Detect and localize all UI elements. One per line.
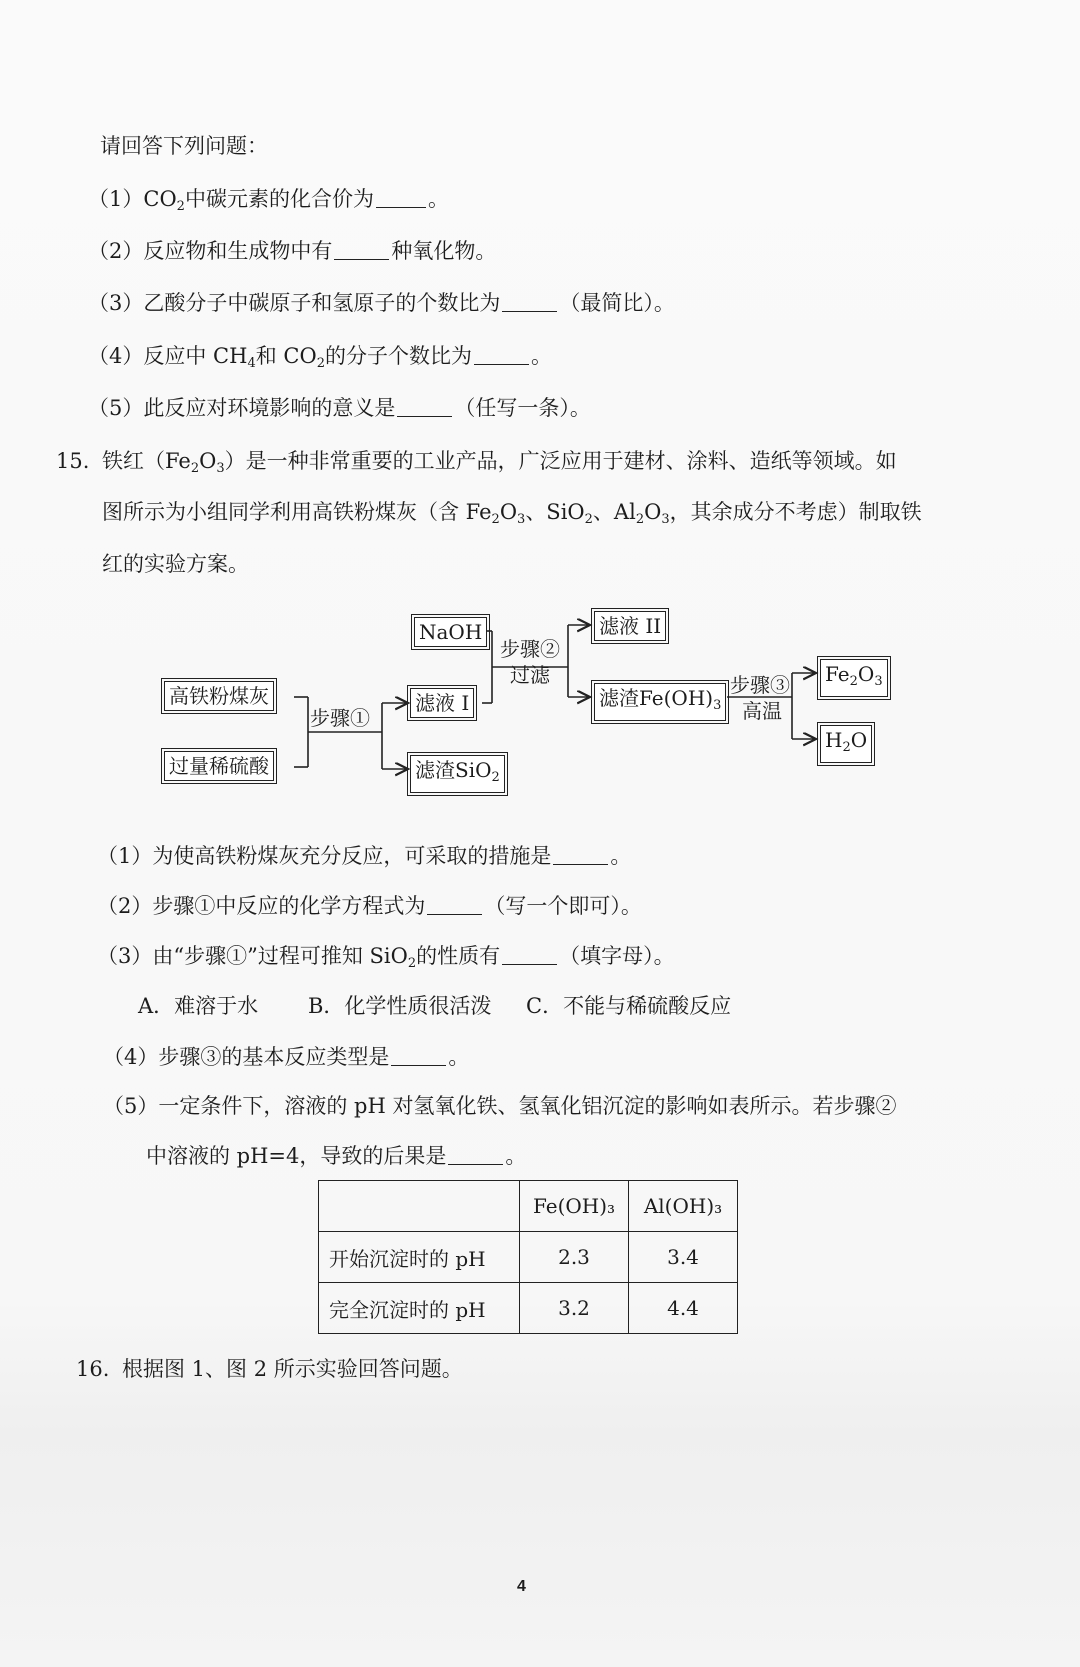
- q15-item-3: （3）由“步骤①”过程可推知 SiO$_2$的性质有 （填字母）。: [97, 944, 675, 971]
- step1-label: 步骤①: [310, 706, 370, 730]
- filtrate-2-box: 滤液 II: [594, 611, 666, 641]
- q15-stem-line-2: 图所示为小组同学利用高铁粉煤灰（含 $Fe_2O_3$、SiO$_2$、$Al_2O_3$，其余成分不考虑）制取铁: [102, 500, 922, 527]
- q15-item-5-line-2: 中溶液的 pH=4，导致的后果是 。: [146, 1144, 527, 1168]
- table-cell: 开始沉淀时的 pH: [319, 1232, 520, 1283]
- table-row: [319, 1283, 738, 1334]
- step2-label: 步骤②: [500, 637, 560, 661]
- q14-item-4: （4）反应中 $CH_4$和 $CO_2$的分子个数比为 。: [88, 344, 552, 371]
- q15-item-2: （2）步骤①中反应的化学方程式为 （写一个即可）。: [97, 894, 642, 918]
- feed-sulfuric-acid-box: 过量稀硫酸: [164, 751, 274, 781]
- step3-label: 步骤③: [730, 673, 790, 697]
- residue-feoh3-box: 滤渣$Fe(OH)_3$: [594, 683, 726, 721]
- filter-label: 过滤: [510, 663, 550, 687]
- feed-fly-ash-box: 高铁粉煤灰: [164, 681, 274, 711]
- answer-blank[interactable]: [397, 416, 452, 417]
- table-cell: 2.3: [520, 1232, 629, 1283]
- q15-options: [138, 991, 731, 1021]
- high-temp-label: 高温: [742, 699, 782, 723]
- naoh-box: NaOH: [414, 617, 487, 647]
- table-header-cell: [319, 1181, 520, 1232]
- option-b[interactable]: B．化学性质很活泼: [308, 994, 492, 1018]
- table-cell: 3.2: [520, 1283, 629, 1334]
- table-cell: 4.4: [629, 1283, 738, 1334]
- q15-stem-line-1: 15. 铁红$(Fe_2O_3)$是一种非常重要的工业产品，广泛应用于建材、涂料、造纸等领域。如: [56, 446, 897, 484]
- filtrate-1-box: 滤液 I: [410, 688, 474, 718]
- process-flow-diagram: [160, 607, 920, 797]
- ph-table: [318, 1180, 738, 1334]
- q16-stem: 16. 根据图 1、图 2 所示实验回答问题。: [76, 1354, 463, 1384]
- q14-item-2: （2）反应物和生成物中有 种氧化物。: [88, 239, 497, 263]
- q15-item-5-line-1: （5）一定条件下，溶液的 pH 对氢氧化铁、氢氧化铝沉淀的影响如表所示。若步骤②: [103, 1094, 897, 1118]
- answer-blank[interactable]: [376, 207, 426, 208]
- q14-item-1: $(1)CO_2$中碳元素的化合价为 。: [88, 187, 449, 214]
- question-number: 16.: [76, 1357, 110, 1381]
- flow-connectors: [160, 607, 920, 797]
- answer-blank[interactable]: [427, 914, 482, 915]
- intro-text: 请回答下列问题：: [100, 134, 268, 158]
- table-cell: 完全沉淀时的 pH: [319, 1283, 520, 1334]
- answer-blank[interactable]: [474, 364, 529, 365]
- q14-item-5: （5）此反应对环境影响的意义是 （任写一条）。: [88, 396, 591, 420]
- answer-blank[interactable]: [502, 311, 557, 312]
- q15-item-4: （4）步骤③的基本反应类型是 。: [103, 1045, 470, 1069]
- answer-blank[interactable]: [553, 864, 608, 865]
- q15-stem-line-3: 红的实验方案。: [102, 552, 249, 576]
- residue-sio2-box: 滤渣SiO$_2$: [410, 755, 505, 793]
- table-header-cell: Al(OH)₃: [629, 1181, 738, 1232]
- product-fe2o3-box: $Fe_2O_3$: [820, 659, 888, 697]
- table-cell: 3.4: [629, 1232, 738, 1283]
- option-c[interactable]: C．不能与稀硫酸反应: [526, 994, 732, 1018]
- answer-blank[interactable]: [391, 1065, 446, 1066]
- table-header-cell: Fe(OH)₃: [520, 1181, 629, 1232]
- table-header-row: [319, 1181, 738, 1232]
- question-number: 15.: [56, 449, 90, 473]
- table-row: [319, 1232, 738, 1283]
- product-h2o-box: $H_2O$: [820, 725, 872, 763]
- answer-blank[interactable]: [502, 964, 557, 965]
- page-number: 4: [517, 1578, 526, 1595]
- q15-item-1: （1）为使高铁粉煤灰充分反应，可采取的措施是 。: [97, 844, 632, 868]
- option-a[interactable]: A．难溶于水: [138, 994, 259, 1018]
- answer-blank[interactable]: [448, 1164, 503, 1165]
- answer-blank[interactable]: [334, 259, 389, 260]
- q14-item-3: （3）乙酸分子中碳原子和氢原子的个数比为 （最简比）。: [88, 291, 675, 315]
